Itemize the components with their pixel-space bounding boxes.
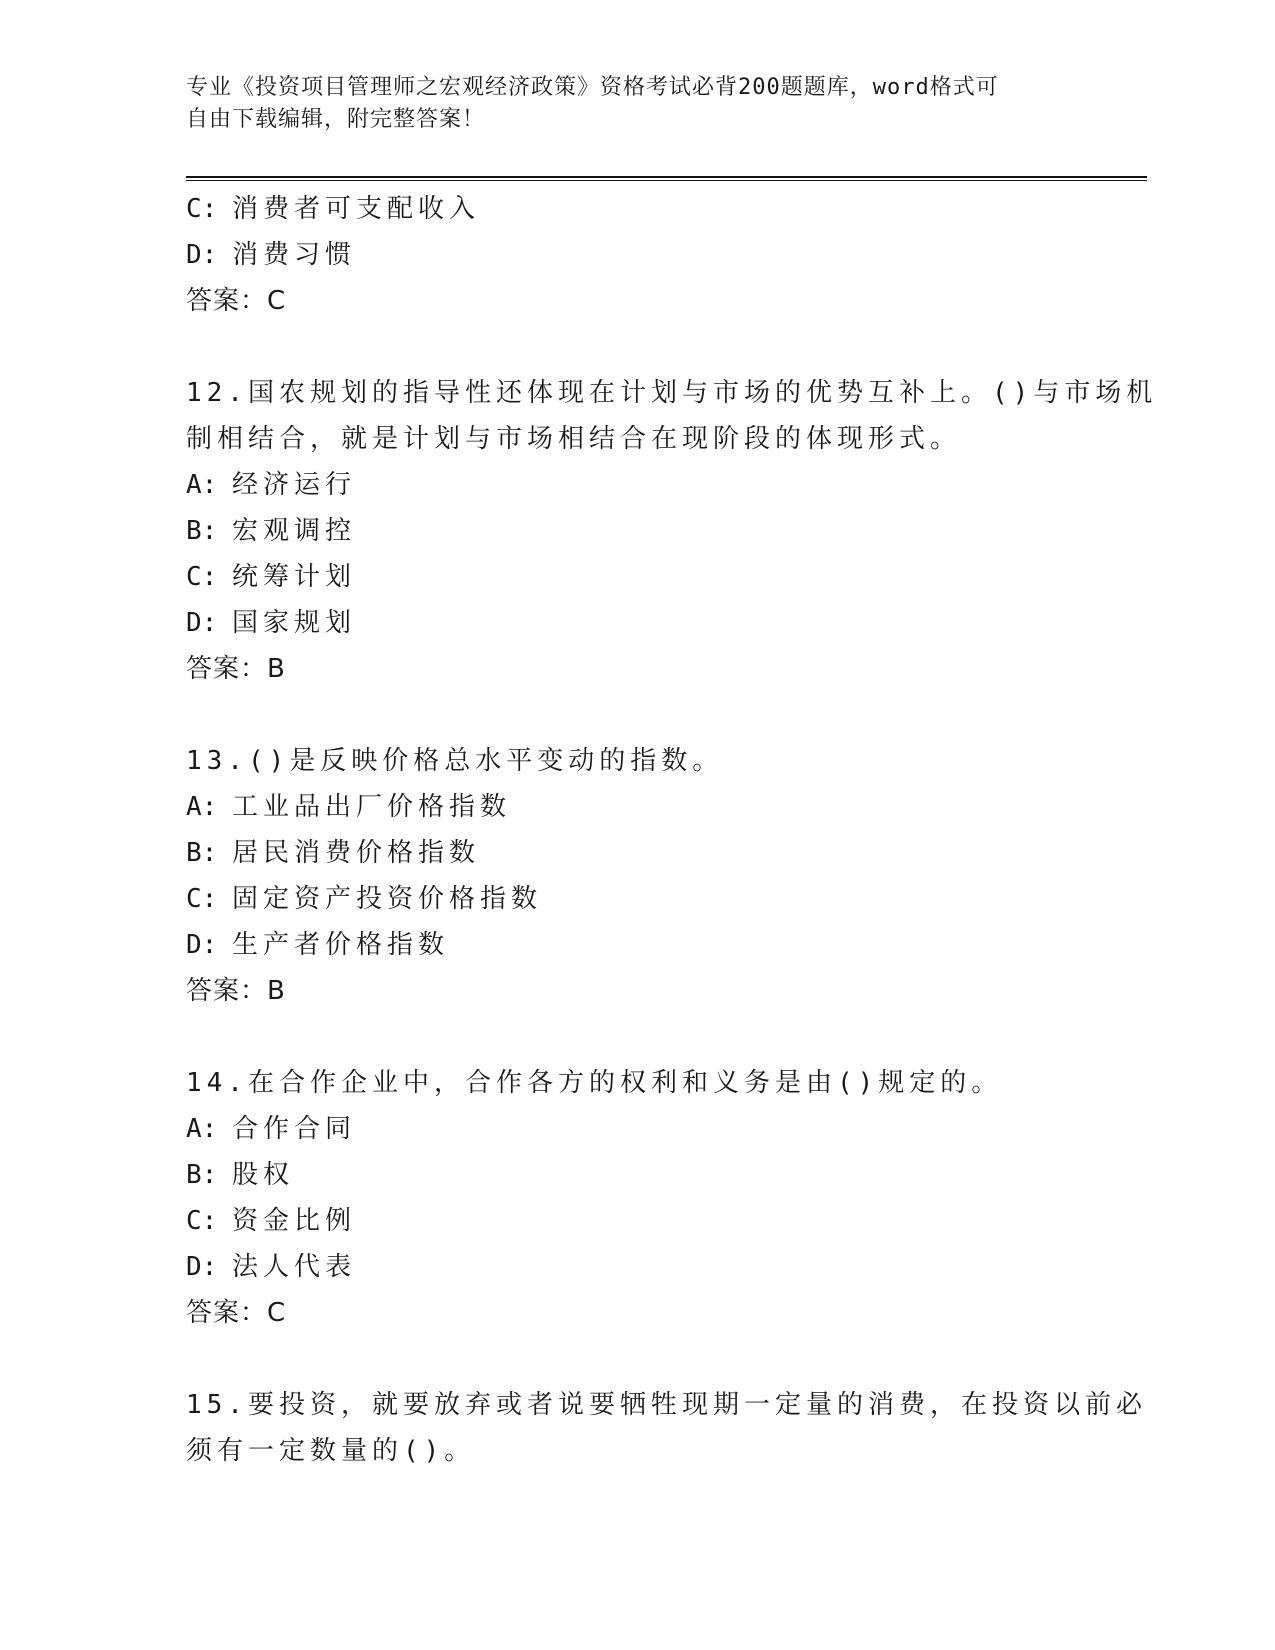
question-15 xyxy=(186,1382,1147,1474)
spacer xyxy=(186,1014,1086,1060)
question-text: 12.国农规划的指导性还体现在计划与市场的优势互补上。()与市场机 xyxy=(186,378,1158,408)
question-text: 15.要投资，就要放弃或者说要牺牲现期一定量的消费，在投资以前必 xyxy=(186,1390,1147,1420)
option-text: 消费者可支配收入 xyxy=(232,194,481,224)
option-text: 股权 xyxy=(232,1160,295,1190)
option-text: 法人代表 xyxy=(232,1252,357,1282)
header-line-1: 专业《投资项目管理师之宏观经济政策》资格考试必背200题题库，word格式可 xyxy=(186,75,999,100)
spacer xyxy=(186,324,1086,370)
option-label: A: xyxy=(186,470,218,500)
option-text: 工业品出厂价格指数 xyxy=(232,792,512,822)
option-label: D: xyxy=(186,240,218,270)
option-label: C: xyxy=(186,1206,218,1236)
option-text: 宏观调控 xyxy=(232,516,357,546)
option-text: 国家规划 xyxy=(232,608,357,638)
answer-line xyxy=(186,278,1086,324)
answer-value: C xyxy=(267,1298,287,1328)
option-a xyxy=(186,462,1086,508)
header-divider xyxy=(186,176,1147,181)
option-text: 消费习惯 xyxy=(232,240,357,270)
answer-label: 答案： xyxy=(186,976,268,1006)
question-text-cont: 须有一定数量的()。 xyxy=(186,1436,476,1466)
question-12 xyxy=(186,370,1158,692)
answer-label: 答案： xyxy=(186,286,268,316)
option-c xyxy=(186,186,1086,232)
answer-value: C xyxy=(267,286,287,316)
answer-label: 答案： xyxy=(186,1298,268,1328)
option-label: C: xyxy=(186,884,218,914)
option-text: 固定资产投资价格指数 xyxy=(232,884,543,914)
option-text: 生产者价格指数 xyxy=(232,930,450,960)
option-d xyxy=(186,1244,1086,1290)
question-text: 14.在合作企业中，合作各方的权利和义务是由()规定的。 xyxy=(186,1068,1003,1098)
option-text: 居民消费价格指数 xyxy=(232,838,481,868)
answer-value: B xyxy=(267,976,286,1006)
question-text-cont: 制相结合，就是计划与市场相结合在现阶段的体现形式。 xyxy=(186,424,962,454)
answer-line xyxy=(186,968,1086,1014)
option-b xyxy=(186,508,1086,554)
option-label: B: xyxy=(186,1160,218,1190)
option-label: C: xyxy=(186,194,218,224)
question-list xyxy=(186,186,1158,1474)
answer-label: 答案： xyxy=(186,654,268,684)
option-label: D: xyxy=(186,1252,218,1282)
header-line-2: 自由下载编辑，附完整答案！ xyxy=(186,107,486,132)
option-label: B: xyxy=(186,516,218,546)
option-text: 经济运行 xyxy=(232,470,357,500)
question-text: 13.()是反映价格总水平变动的指数。 xyxy=(186,746,724,776)
answer-value: B xyxy=(267,654,286,684)
answer-line xyxy=(186,1290,1086,1336)
option-b xyxy=(186,830,1086,876)
option-text: 合作合同 xyxy=(232,1114,357,1144)
document-header xyxy=(186,72,1066,136)
option-label: A: xyxy=(186,792,218,822)
option-a xyxy=(186,1106,1086,1152)
option-c xyxy=(186,876,1086,922)
option-text: 资金比例 xyxy=(232,1206,357,1236)
spacer xyxy=(186,692,1086,738)
option-label: B: xyxy=(186,838,218,868)
question-13 xyxy=(186,738,1086,1014)
option-b xyxy=(186,1152,1086,1198)
option-label: C: xyxy=(186,562,218,592)
spacer xyxy=(186,1336,1086,1382)
option-c xyxy=(186,1198,1086,1244)
option-text: 统筹计划 xyxy=(232,562,357,592)
question-14 xyxy=(186,1060,1086,1336)
option-a xyxy=(186,784,1086,830)
question-11 xyxy=(186,186,1086,324)
option-label: D: xyxy=(186,930,218,960)
option-d xyxy=(186,922,1086,968)
answer-line xyxy=(186,646,1086,692)
option-label: D: xyxy=(186,608,218,638)
option-d xyxy=(186,232,1086,278)
option-label: A: xyxy=(186,1114,218,1144)
option-d xyxy=(186,600,1086,646)
option-c xyxy=(186,554,1086,600)
